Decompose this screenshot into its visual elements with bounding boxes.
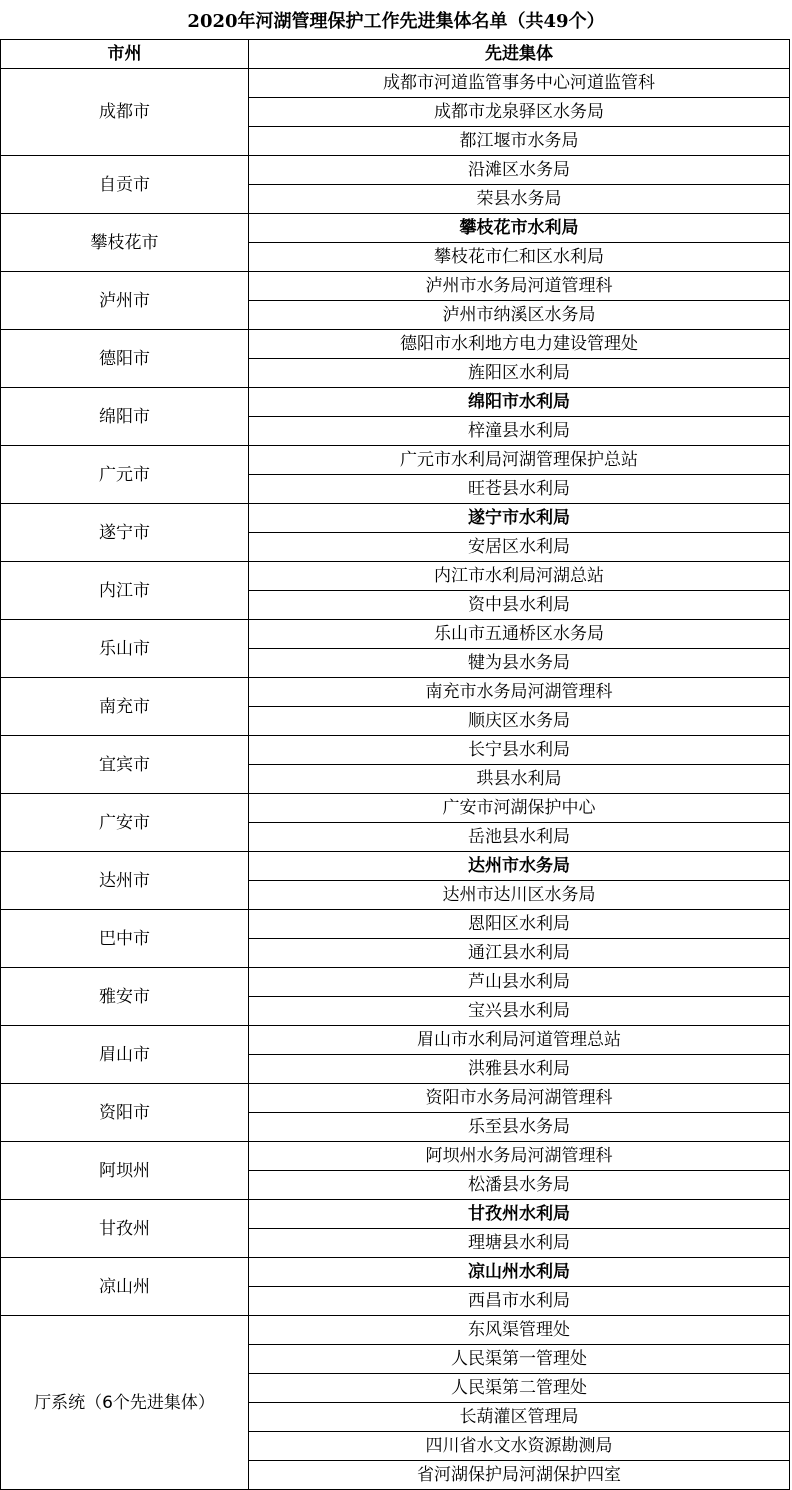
unit-cell: 阿坝州水务局河湖管理科	[249, 1142, 790, 1171]
city-cell: 攀枝花市	[1, 214, 249, 272]
unit-cell: 芦山县水利局	[249, 968, 790, 997]
unit-cell: 资阳市水务局河湖管理科	[249, 1084, 790, 1113]
table-row	[1, 968, 790, 997]
unit-cell: 长宁县水利局	[249, 736, 790, 765]
unit-cell: 都江堰市水务局	[249, 127, 790, 156]
unit-cell: 长葫灌区管理局	[249, 1403, 790, 1432]
table-row	[1, 330, 790, 359]
table-row	[1, 1316, 790, 1345]
header-row	[1, 40, 790, 69]
unit-cell: 人民渠第二管理处	[249, 1374, 790, 1403]
city-cell: 阿坝州	[1, 1142, 249, 1200]
table-row	[1, 910, 790, 939]
city-cell: 达州市	[1, 852, 249, 910]
unit-cell: 宝兴县水利局	[249, 997, 790, 1026]
unit-cell: 遂宁市水利局	[249, 504, 790, 533]
table-row	[1, 562, 790, 591]
unit-cell: 泸州市纳溪区水务局	[249, 301, 790, 330]
table-row	[1, 678, 790, 707]
unit-cell: 凉山州水利局	[249, 1258, 790, 1287]
table-row	[1, 620, 790, 649]
unit-cell: 恩阳区水利局	[249, 910, 790, 939]
unit-cell: 甘孜州水利局	[249, 1200, 790, 1229]
unit-cell: 旺苍县水利局	[249, 475, 790, 504]
unit-cell: 安居区水利局	[249, 533, 790, 562]
unit-cell: 眉山市水利局河道管理总站	[249, 1026, 790, 1055]
table-row	[1, 504, 790, 533]
city-cell: 广元市	[1, 446, 249, 504]
table-title: 2020年河湖管理保护工作先进集体名单（共49个）	[187, 10, 605, 32]
city-cell: 眉山市	[1, 1026, 249, 1084]
table-body	[1, 69, 790, 1490]
city-cell: 乐山市	[1, 620, 249, 678]
city-cell: 广安市	[1, 794, 249, 852]
unit-cell: 通江县水利局	[249, 939, 790, 968]
city-cell: 自贡市	[1, 156, 249, 214]
unit-cell: 南充市水务局河湖管理科	[249, 678, 790, 707]
unit-cell: 珙县水利局	[249, 765, 790, 794]
unit-cell: 资中县水利局	[249, 591, 790, 620]
unit-cell: 泸州市水务局河道管理科	[249, 272, 790, 301]
table-row	[1, 1026, 790, 1055]
unit-cell: 沿滩区水务局	[249, 156, 790, 185]
unit-cell: 梓潼县水利局	[249, 417, 790, 446]
city-cell: 德阳市	[1, 330, 249, 388]
unit-cell: 成都市龙泉驿区水务局	[249, 98, 790, 127]
unit-cell: 四川省水文水资源勘测局	[249, 1432, 790, 1461]
unit-cell: 乐至县水务局	[249, 1113, 790, 1142]
city-cell: 遂宁市	[1, 504, 249, 562]
table-row	[1, 1258, 790, 1287]
city-cell: 宜宾市	[1, 736, 249, 794]
city-cell: 南充市	[1, 678, 249, 736]
column-header-unit: 先进集体	[249, 40, 790, 69]
unit-cell: 成都市河道监管事务中心河道监管科	[249, 69, 790, 98]
unit-cell: 东风渠管理处	[249, 1316, 790, 1345]
city-cell: 厅系统（6个先进集体）	[1, 1316, 249, 1490]
table-row	[1, 1084, 790, 1113]
unit-cell: 达州市达川区水务局	[249, 881, 790, 910]
unit-cell: 西昌市水利局	[249, 1287, 790, 1316]
city-cell: 成都市	[1, 69, 249, 156]
unit-cell: 松潘县水务局	[249, 1171, 790, 1200]
table-row	[1, 736, 790, 765]
unit-cell: 攀枝花市水利局	[249, 214, 790, 243]
unit-cell: 内江市水利局河湖总站	[249, 562, 790, 591]
table-row	[1, 1200, 790, 1229]
table-row	[1, 156, 790, 185]
unit-cell: 广安市河湖保护中心	[249, 794, 790, 823]
city-cell: 甘孜州	[1, 1200, 249, 1258]
unit-cell: 绵阳市水利局	[249, 388, 790, 417]
city-cell: 绵阳市	[1, 388, 249, 446]
unit-cell: 旌阳区水利局	[249, 359, 790, 388]
unit-cell: 理塘县水利局	[249, 1229, 790, 1258]
unit-cell: 人民渠第一管理处	[249, 1345, 790, 1374]
unit-cell: 岳池县水利局	[249, 823, 790, 852]
table-row	[1, 388, 790, 417]
table-row	[1, 446, 790, 475]
table-row	[1, 794, 790, 823]
table-row	[1, 272, 790, 301]
unit-cell: 省河湖保护局河湖保护四室	[249, 1461, 790, 1490]
table-row	[1, 1142, 790, 1171]
city-cell: 内江市	[1, 562, 249, 620]
unit-cell: 攀枝花市仁和区水利局	[249, 243, 790, 272]
column-header-city: 市州	[1, 40, 249, 69]
city-cell: 雅安市	[1, 968, 249, 1026]
table-row	[1, 852, 790, 881]
unit-cell: 广元市水利局河湖管理保护总站	[249, 446, 790, 475]
table-row	[1, 69, 790, 98]
unit-cell: 德阳市水利地方电力建设管理处	[249, 330, 790, 359]
city-cell: 资阳市	[1, 1084, 249, 1142]
unit-cell: 洪雅县水利局	[249, 1055, 790, 1084]
city-cell: 泸州市	[1, 272, 249, 330]
city-cell: 凉山州	[1, 1258, 249, 1316]
unit-cell: 达州市水务局	[249, 852, 790, 881]
award-table	[0, 39, 790, 1490]
table-row	[1, 214, 790, 243]
unit-cell: 顺庆区水务局	[249, 707, 790, 736]
unit-cell: 犍为县水务局	[249, 649, 790, 678]
unit-cell: 荣县水务局	[249, 185, 790, 214]
city-cell: 巴中市	[1, 910, 249, 968]
unit-cell: 乐山市五通桥区水务局	[249, 620, 790, 649]
